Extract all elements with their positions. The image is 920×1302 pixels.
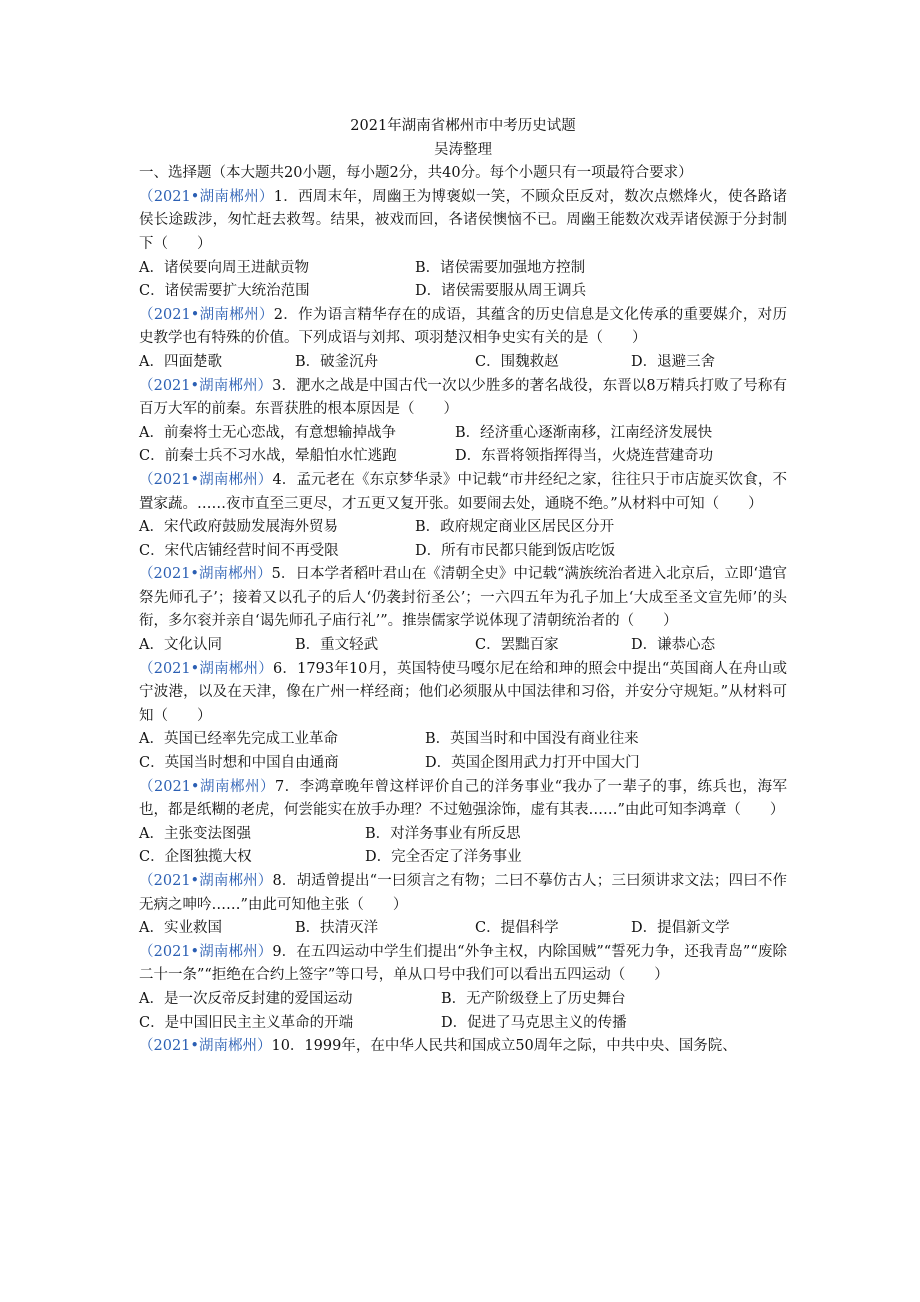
question-source-tag: （2021•湖南郴州）	[139, 377, 273, 394]
option-b: B．诸侯需要加强地方控制	[415, 259, 586, 276]
options-row	[139, 634, 787, 658]
question-10	[139, 1035, 787, 1059]
options-row	[139, 823, 787, 847]
option-a: A．宋代政府鼓励发展海外贸易	[139, 519, 338, 536]
options-row	[139, 752, 787, 776]
question-9	[139, 941, 787, 988]
options-row	[139, 445, 787, 469]
question-2	[139, 304, 787, 351]
options-row	[139, 846, 787, 870]
option-c: C．企图独揽大权	[139, 849, 252, 866]
question-8	[139, 870, 787, 917]
option-b: B．无产阶级登上了历史舞台	[441, 990, 626, 1007]
question-source-tag: （2021•湖南郴州）	[139, 943, 273, 960]
option-d: D．东晋将领指挥得当，火烧连营建奇功	[455, 448, 714, 465]
option-d: D．英国企图用武力打开中国大门	[425, 755, 640, 772]
options-row	[139, 516, 787, 540]
question-source-tag: （2021•湖南郴州）	[139, 1038, 272, 1055]
option-b: B．对洋务事业有所反思	[365, 825, 521, 842]
option-a: A．英国已经率先完成工业革命	[139, 731, 338, 748]
question-stem: 1．西周末年，周幽王为博褒姒一笑，不顾众臣反对，数次点燃烽火，使各路诸侯长途跋涉，匆忙赶去救驾。结果，被戏而回，各诸侯懊恼不已。周幽王能数次戏弄诸侯源于分封制下（ ）	[139, 188, 787, 252]
options-row	[139, 988, 787, 1012]
question-stem: 9．在五四运动中学生们提出“外争主权，内除国贼”“誓死力争，还我青岛”“废除二十一条”“拒绝在合约上签字”等口号，单从口号中我们可以看出五四运动（ ）	[139, 943, 787, 984]
question-source-tag: （2021•湖南郴州）	[139, 873, 273, 889]
options-row	[139, 257, 787, 281]
option-c: C．前秦士兵不习水战，晕船怕水忙逃跑	[139, 448, 397, 465]
option-b: B．重文轻武	[295, 637, 379, 654]
option-a: A．主张变法图强	[139, 825, 251, 842]
question-stem: 3．淝水之战是中国古代一次以少胜多的著名战役，东晋以8万精兵打败了号称有百万大军的前秦。东晋获胜的根本原因是（ ）	[139, 377, 787, 418]
option-d: D．所有市民都只能到饭店吃饭	[415, 542, 616, 559]
option-c: C．罢黜百家	[475, 637, 559, 654]
options-row	[139, 540, 787, 564]
option-c: C．宋代店铺经营时间不再受限	[139, 542, 339, 559]
question-6	[139, 658, 787, 729]
option-c: C．围魏救赵	[475, 353, 559, 370]
question-source-tag: （2021•湖南郴州）	[139, 660, 273, 677]
option-a: A．文化认同	[139, 637, 222, 654]
option-b: B．扶清灭洋	[295, 920, 379, 937]
question-5	[139, 563, 787, 634]
option-c: C．英国当时想和中国自由通商	[139, 755, 339, 772]
option-a: A．是一次反帝反封建的爱国运动	[139, 990, 353, 1007]
option-a: A．四面楚歌	[139, 353, 222, 370]
option-a: A．前秦将士无心恋战，有意想输掉战争	[139, 424, 396, 441]
author-line: 吴涛整理	[434, 141, 492, 158]
question-stem: 5．日本学者稻叶君山在《清朝全史》中记载“满族统治者进入北京后，立即‘遣官祭先师孔子’；接着又以孔子的后人‘仍袭封衍圣公’；一六四五年为孔子加上‘大成至圣文宣先师’的头衔，多尔衮并亲自‘谒先师孔子庙行礼’”。推崇儒家学说体现了清朝统治者的（ ）	[139, 566, 787, 630]
options-row	[139, 917, 787, 941]
options-row	[139, 351, 787, 375]
question-source-tag: （2021•湖南郴州）	[139, 778, 275, 795]
options-row	[139, 280, 787, 304]
section-heading: 一、选择题（本大题共20小题，每小题2分，共40分。每个小题只有一项最符合要求）	[139, 165, 693, 182]
options-row	[139, 422, 787, 446]
question-stem: 6．1793年10月，英国特使马嘎尔尼在给和珅的照会中提出“英国商人在舟山或宁波港，以及在天津，像在广州一样经商；他们必须服从中国法律和习俗，并安分守规矩。”从材料可知（ ）	[139, 660, 787, 724]
option-b: B．经济重心逐渐南移，江南经济发展快	[455, 424, 713, 441]
options-row	[139, 1012, 787, 1036]
page-content	[139, 115, 787, 1059]
question-source-tag: （2021•湖南郴州）	[139, 188, 274, 205]
option-b: B．英国当时和中国没有商业往来	[425, 731, 639, 748]
question-stem: 8．胡适曾提出“一曰须言之有物；二曰不摹仿古人；三曰须讲求文法；四曰不作无病之呻吟……”由此可知他主张（ ）	[139, 873, 787, 913]
option-d: D．完全否定了洋务事业	[365, 849, 522, 866]
question-source-tag: （2021•湖南郴州）	[139, 566, 272, 583]
question-stem: 4．孟元老在《东京梦华录》中记载“市井经纪之家，往往只于市店旋买饮食，不置家蔬。……夜市直至三更尽，才五更又复开张。如要闹去处，通晓不绝。”从材料中可知（ ）	[139, 471, 787, 512]
question-stem: 2．作为语言精华存在的成语，其蕴含的历史信息是文化传承的重要媒介，对历史教学也有特殊的价值。下列成语与刘邦、项羽楚汉相争史实有关的是（ ）	[139, 306, 787, 347]
question-source-tag: （2021•湖南郴州）	[139, 471, 273, 488]
exam-title: 2021年湖南省郴州市中考历史试题	[350, 118, 576, 134]
option-c: C．诸侯需要扩大统治范围	[139, 283, 310, 300]
option-a: A．实业救国	[139, 920, 222, 937]
option-b: B．破釜沉舟	[295, 353, 379, 370]
options-row	[139, 728, 787, 752]
question-3	[139, 375, 787, 422]
option-a: A．诸侯要向周王进献贡物	[139, 259, 309, 276]
question-4	[139, 469, 787, 516]
option-b: B．政府规定商业区居民区分开	[415, 519, 615, 536]
question-7	[139, 776, 787, 823]
option-d: D．退避三舍	[631, 353, 716, 370]
option-d: D．提倡新文学	[631, 920, 730, 937]
question-stem: 10．1999年，在中华人民共和国成立50周年之际，中共中央、国务院、	[271, 1038, 737, 1055]
option-c: C．是中国旧民主主义革命的开端	[139, 1014, 354, 1031]
question-source-tag: （2021•湖南郴州）	[139, 306, 274, 323]
option-d: D．诸侯需要服从周王调兵	[415, 283, 587, 300]
question-1	[139, 186, 787, 257]
option-d: D．促进了马克思主义的传播	[441, 1014, 627, 1031]
question-stem: 7．李鸿章晚年曾这样评价自己的洋务事业“我办了一辈子的事，练兵也，海军也，都是纸糊的老虎，何尝能实在放手办理？不过勉强涂饰，虚有其表……”由此可知李鸿章（ ）	[139, 778, 787, 819]
option-d: D．谦恭心态	[631, 637, 716, 654]
option-c: C．提倡科学	[475, 920, 559, 937]
